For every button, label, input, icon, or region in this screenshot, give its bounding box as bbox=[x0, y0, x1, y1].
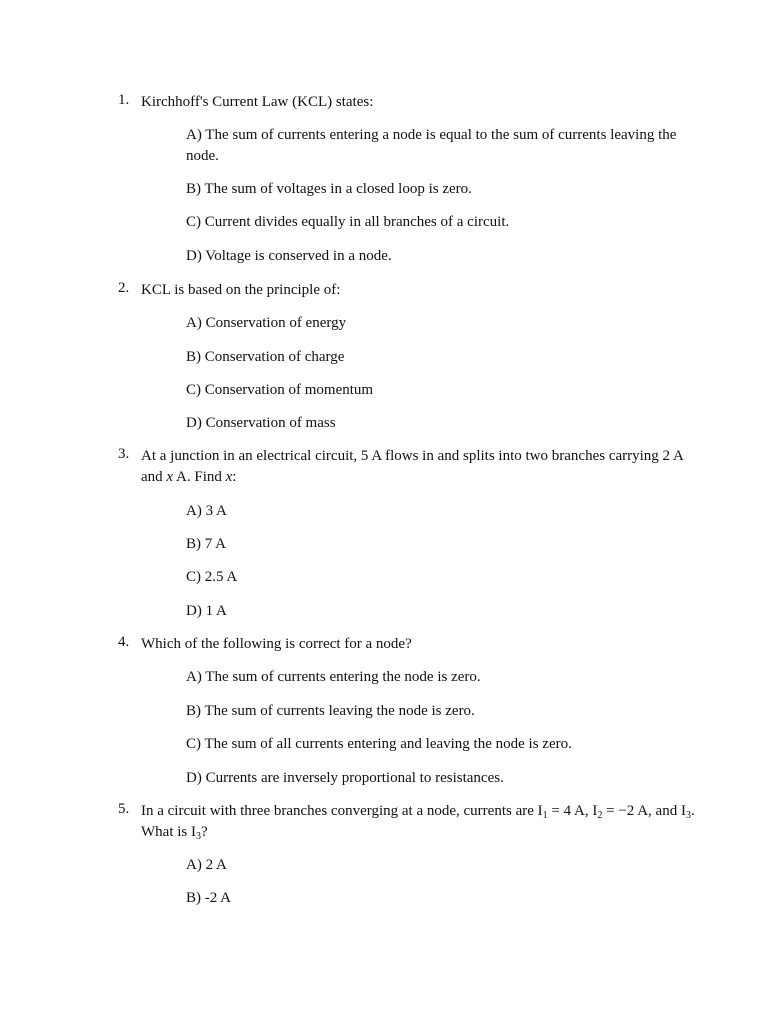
subscript: 3 bbox=[685, 810, 691, 821]
question-text: KCL is based on the principle of: bbox=[141, 282, 341, 298]
question-text bbox=[141, 801, 698, 843]
question-text-part: = −2 A, and I bbox=[602, 803, 686, 819]
subscript: 1 bbox=[542, 810, 548, 821]
question-4-option-c: C) The sum of all currents entering and leaving the node is zero. bbox=[186, 736, 572, 752]
question-2-option-b: B) Conservation of charge bbox=[186, 349, 345, 365]
question-1-option-a: A) The sum of currents entering a node is equal to the sum of currents leaving the node. bbox=[186, 127, 677, 164]
question-3-option-d: D) 1 A bbox=[186, 603, 227, 619]
question-number: 2. bbox=[118, 280, 130, 296]
question-3 bbox=[118, 446, 698, 488]
question-text-part: . What is I bbox=[141, 803, 695, 840]
question-5-option-b: B) -2 A bbox=[186, 890, 231, 906]
question-text: Which of the following is correct for a node? bbox=[141, 636, 412, 652]
question-text: Kirchhoff's Current Law (KCL) states: bbox=[141, 94, 374, 110]
question-4-option-d: D) Currents are inversely proportional to resistances. bbox=[186, 770, 504, 786]
question-1-option-c: C) Current divides equally in all branches of a circuit. bbox=[186, 214, 510, 230]
question-text-part: At a junction in an electrical circuit, 5 A flows in and splits into two branches carrying 2 A and bbox=[141, 448, 683, 485]
question-number: 5. bbox=[118, 801, 130, 817]
question-2-option-d: D) Conservation of mass bbox=[186, 415, 336, 431]
question-text bbox=[141, 446, 698, 488]
variable-x: x bbox=[166, 469, 174, 485]
question-1-option-d: D) Voltage is conserved in a node. bbox=[186, 248, 392, 264]
question-text-part: A. Find bbox=[173, 469, 226, 485]
question-5-option-a: A) 2 A bbox=[186, 857, 227, 873]
question-2-option-a: A) Conservation of energy bbox=[186, 315, 347, 331]
question-2-option-c: C) Conservation of momentum bbox=[186, 382, 374, 398]
question-text-part: = 4 A, I bbox=[547, 803, 598, 819]
question-text-part: In a circuit with three branches converging at a node, currents are I bbox=[141, 803, 543, 819]
question-3-option-c: C) 2.5 A bbox=[186, 569, 238, 585]
question-number: 1. bbox=[118, 92, 130, 108]
question-3-option-a: A) 3 A bbox=[186, 503, 227, 519]
variable-x: x bbox=[225, 469, 233, 485]
question-number: 4. bbox=[118, 634, 130, 650]
question-text-part: ? bbox=[200, 824, 208, 840]
question-5 bbox=[118, 801, 698, 843]
subscript: 3 bbox=[195, 831, 201, 842]
question-2 bbox=[118, 280, 698, 301]
question-4-option-a: A) The sum of currents entering the node is zero. bbox=[186, 669, 481, 685]
question-1-option-b: B) The sum of voltages in a closed loop is zero. bbox=[186, 181, 472, 197]
question-4-option-b: B) The sum of currents leaving the node is zero. bbox=[186, 703, 475, 719]
subscript: 2 bbox=[597, 810, 603, 821]
question-4 bbox=[118, 634, 698, 655]
question-text-part: : bbox=[232, 469, 237, 485]
question-number: 3. bbox=[118, 446, 130, 462]
question-1 bbox=[118, 92, 698, 113]
question-3-option-b: B) 7 A bbox=[186, 536, 227, 552]
